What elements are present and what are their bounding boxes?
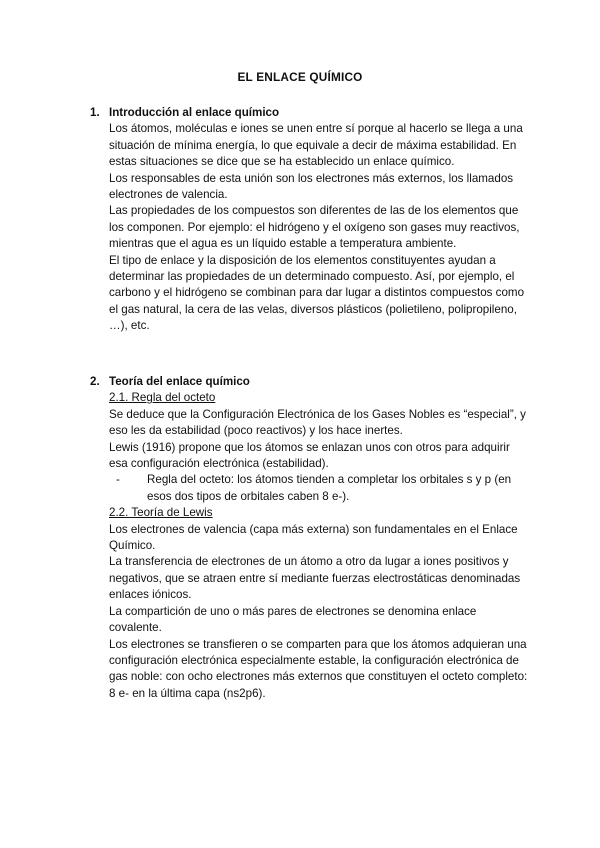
paragraph: Los responsables de esta unión son los electrones más externos, los llamados electrones de valencia.	[109, 171, 514, 202]
section-teoria	[90, 374, 530, 702]
bullet-marker: -	[116, 473, 120, 487]
section-heading	[90, 374, 530, 390]
section-heading-text: Introducción al enlace químico	[109, 106, 280, 119]
section-introduccion	[90, 105, 530, 335]
bullet-text: Regla del octeto: los átomos tienden a completar los orbitales s y p (en esos dos tipos de orbitales caben 8 e-).	[147, 473, 512, 503]
document-title: EL ENLACE QUÍMICO	[237, 70, 363, 84]
subsection-title: 2.2. Teoría de Lewis	[109, 506, 213, 520]
bullet-item	[109, 472, 530, 505]
paragraph: Las propiedades de los compuestos son diferentes de las de los elementos que los componen. Por ejemplo: el hidrógeno y el oxígeno son gases muy reactivos, mientras que el agua es un líquido estable a temperatura ambiente.	[109, 204, 520, 251]
subsection-title: 2.1. Regla del octeto	[109, 391, 216, 405]
paragraph: Lewis (1916) propone que los átomos se enlazan unos con otros para adquirir esa configuración electrónica (estabilidad).	[109, 440, 510, 471]
section-heading-text: Teoría del enlace químico	[109, 375, 250, 388]
section-heading	[90, 105, 530, 121]
section-body	[90, 390, 530, 702]
section-number: 2.	[90, 375, 100, 388]
section-body	[90, 121, 530, 334]
paragraph: La transferencia de electrones de un átomo a otro da lugar a iones positivos y negativos, que se atraen entre sí mediante fuerzas electrostáticas denominadas enlaces iónicos.	[109, 555, 521, 602]
section-number: 1.	[90, 106, 100, 119]
paragraph: La compartición de uno o más pares de electrones se denomina enlace covalente.	[109, 604, 477, 635]
paragraph: El tipo de enlace y la disposición de los elementos constituyentes ayudan a determinar las propiedades de un determinado compuesto. Así, por ejemplo, el carbono y el hidrógeno se combinan para dar lugar a distintos compuestos como el gas natural, la cera de las velas, diversos plásticos (polietileno, polipropileno, …), etc.	[109, 253, 525, 333]
paragraph: Los electrones se transfieren o se comparten para que los átomos adquieran una configuración electrónica especialmente estable, la configuración electrónica de gas noble: con ocho electrones más externos que constituyen el octeto completo: 8 e- en la última capa (ns2p6).	[109, 637, 528, 700]
paragraph: Se deduce que la Configuración Electrónica de los Gases Nobles es “especial”, y eso les da estabilidad (poco reactivos) y los hace inertes.	[109, 407, 526, 438]
paragraph: Los átomos, moléculas e iones se unen entre sí porque al hacerlo se llega a una situación de mínima energía, lo que equivale a decir de máxima estabilidad. En estas situaciones se dice que se ha establecido un enlace químico.	[109, 122, 523, 169]
paragraph: Los electrones de valencia (capa más externa) son fundamentales en el Enlace Químico.	[109, 522, 518, 553]
